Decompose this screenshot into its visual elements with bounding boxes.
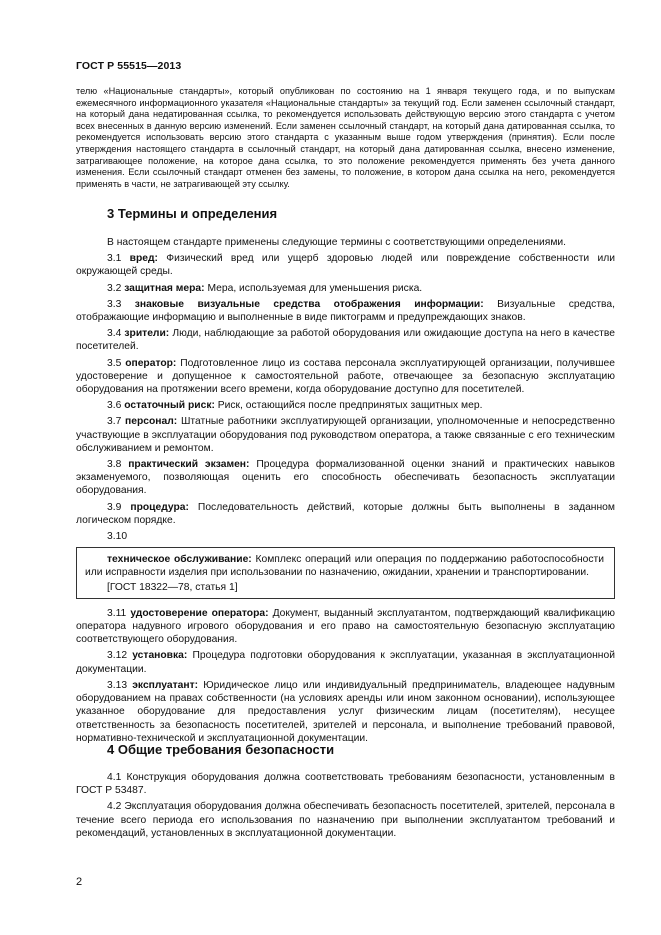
term-3-13: 3.13 эксплуатант: Юридическое лицо или индивидуальный предприниматель, владеющее надувным оборудованием на правах собственности (на условиях аренды или ином законном основании), использующее указанное оборудование для предоставления услуг физическим лицам (посетителям), несущее ответственность за безопасность посетителей, зрителей и персонала, и выполнение требований правовой, нормативно-технической и эксплуатационной документации. <box>76 679 615 744</box>
term-3-1: 3.1 вред: Физический вред или ущерб здоровью людей или повреждение собственности или окружающей среды. <box>76 253 615 278</box>
term-3-9: 3.9 процедура: Последовательность действий, которые должны быть выполнены в заданном логическом порядке. <box>76 501 615 526</box>
section-4-heading: 4 Общие требования безопасности <box>107 742 335 757</box>
term-3-4: 3.4 зрители: Люди, наблюдающие за работой оборудования или ожидающие доступа на него в качестве посетителей. <box>76 328 615 353</box>
term-3-10-reference: [ГОСТ 18322—78, статья 1] <box>107 581 238 593</box>
term-3-2: 3.2 защитная мера: Мера, используемая для уменьшения риска. <box>107 282 423 294</box>
page-number: 2 <box>76 876 83 888</box>
section-4-body <box>76 771 615 843</box>
term-3-12: 3.12 установка: Процедура подготовки оборудования к эксплуатации, указанная в эксплуатационной документации. <box>76 650 615 675</box>
section-3-heading: 3 Термины и определения <box>107 206 278 221</box>
document-header: ГОСТ Р 55515—2013 <box>76 60 182 72</box>
paragraph-4-2: 4.2 Эксплуатация оборудования должна обеспечивать безопасность посетителей, зрителей, персонала в течение всего периода его использования по назначению при выполнении эксплуатантом требований и рекомендаций, установленных в эксплуатационной документации. <box>76 801 615 839</box>
term-3-11: 3.11 удостоверение оператора: Документ, выданный эксплуатантом, подтверждающий квалификацию оператора надувного игрового оборудования и его право на самостоятельную безопасную эксплуатацию соответствующего оборудования. <box>76 607 615 646</box>
intro-paragraph: телю «Национальные стандарты», который опубликован по состоянию на 1 января текущего года, и по выпускам ежемесячного информационного указателя «Национальные стандарты» за текущий год. Если заменен ссылочный стандарт, на который дана недатированная ссылка, то рекомендуется использовать действующую версию этого стандарта с учетом всех внесенных в данную версию изменений. Если заменен ссылочный стандарт, на который дана датированная ссылка, то рекомендуется использовать версию этого стандарта с указанным выше годом утверждения (принятия). Если после утверждения настоящего стандарта в ссылочный стандарт, на который дана датированная ссылка, внесено изменение, затрагивающее положение, на которое дана ссылка, то это положение рекомендуется применять без учета данного изменения. Если ссылочный стандарт отменен без замены, то положение, в котором дана ссылка на него, рекомендуется применять в части, не затрагивающей эту ссылку. <box>76 86 615 189</box>
term-3-10-box <box>76 547 615 599</box>
term-3-10: техническое обслуживание: Комплекс операций или операция по поддержанию работоспособности или исправности изделия при использовании по назначению, ожидании, хранении и транспортировании. <box>85 554 604 579</box>
term-3-8: 3.8 практический экзамен: Процедура формализованной оценки знаний и практических навыков экзаменуемого, позволяющая оценить его способность обеспечивать безопасность эксплуатации оборудования. <box>76 459 615 497</box>
section-3-lead: В настоящем стандарте применены следующие термины с соответствующими определениями. <box>107 237 567 248</box>
section-3-body <box>76 236 615 748</box>
paragraph-4-1: 4.1 Конструкция оборудования должна соответствовать требованиям безопасности, установленным в ГОСТ Р 53487. <box>76 772 615 797</box>
term-3-3: 3.3 знаковые визуальные средства отображения информации: Визуальные средства, отображающие информацию и выполненные в виде пиктограмм и предупреждающих знаков. <box>76 298 615 324</box>
term-3-10-number: 3.10 <box>107 531 128 543</box>
term-3-6: 3.6 остаточный риск: Риск, остающийся после предпринятых защитных мер. <box>107 400 483 412</box>
term-3-7: 3.7 персонал: Штатные работники эксплуатирующей организации, уполномоченные и непосредственно участвующие в эксплуатации оборудования под руководством оператора, а также связанные с его техническим обслуживанием и ремонтом. <box>76 416 615 454</box>
term-3-5: 3.5 оператор: Подготовленное лицо из состава персонала эксплуатирующей организации, получившее удостоверение и допущенное к самостоятельной работе, отвечающее за безопасную эксплуатацию оборудования на протяжении всего времени, когда оборудование доступно для посетителей. <box>76 357 615 396</box>
